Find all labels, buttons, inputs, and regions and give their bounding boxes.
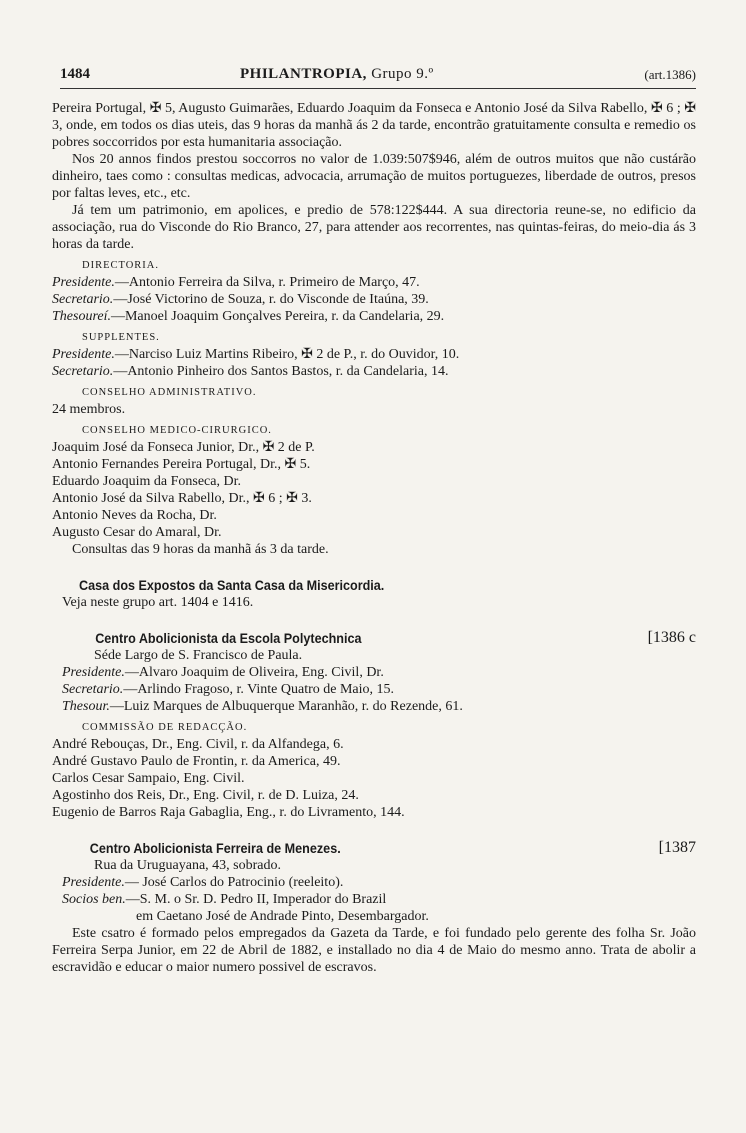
intro-paragraph: Já tem um patrimonio, em apolices, e predio de 578:122$444. A sua directoria reune-se, no edificio da associação, rua do Visconde do Rio Branco, 27, para attender aos recorrentes, nas quintas-feiras, do meio-dia ás 3 horas da tarde. [52, 203, 696, 252]
role-label: Thesour. [62, 699, 110, 714]
entry-title: Centro Abolicionista Ferreira de Menezes. [89, 840, 341, 856]
officer-continuation: em Caetano José de Andrade Pinto, Desembargador. [136, 909, 429, 924]
role-label: Secretario. [52, 364, 114, 379]
article-ref: (art.1386) [644, 67, 696, 82]
officer-line [52, 346, 696, 363]
group-text: Grupo 9.º [371, 66, 434, 82]
member-line: Joaquim José da Fonseca Junior, Dr., ✠ 2 de P. [52, 440, 315, 455]
member-line: André Gustavo Paulo de Frontin, r. da America, 49. [52, 754, 341, 769]
officer-text: —S. M. o Sr. D. Pedro II, Imperador do Brazil [125, 892, 387, 907]
intro-paragraph: Pereira Portugal, ✠ 5, Augusto Guimarães, Eduardo Joaquim da Fonseca e Antonio José da Silva Rabello, ✠ 6 ; ✠ 3, onde, em todos os dias uteis, das 9 horas da manhã ás 2 da tarde, encontrão gratuitamente consulta e remedio os pobres soccorridos por esta humanitaria associação. [52, 101, 696, 150]
role-label: Presidente. [52, 347, 115, 362]
officer-text: —Narciso Luiz Martins Ribeiro, ✠ 2 de P., r. do Ouvidor, 10. [114, 347, 460, 362]
role-label: Presidente. [62, 875, 125, 890]
page-body [52, 100, 696, 976]
officer-line [52, 891, 696, 908]
section-label: CONSELHO ADMINISTRATIVO. [82, 387, 257, 398]
member-line: Augusto Cesar do Amaral, Dr. [52, 525, 222, 540]
article-number: [1386 c [647, 629, 696, 646]
member-line: Eduardo Joaquim da Fonseca, Dr. [52, 474, 241, 489]
running-title [240, 66, 434, 83]
entry-title: Centro Abolicionista da Escola Polytechnica [95, 630, 362, 646]
page-number: 1484 [60, 66, 90, 82]
member-line: Antonio José da Silva Rabello, Dr., ✠ 6 ; ✠ 3. [52, 491, 312, 506]
role-label: Presidente. [62, 665, 125, 680]
role-label: Socios ben. [62, 892, 126, 907]
role-label: Thesoureí. [52, 309, 111, 324]
member-line: Carlos Cesar Sampaio, Eng. Civil. [52, 771, 245, 786]
section-label: CONSELHO MEDICO-CIRURGICO. [82, 425, 272, 436]
member-line: Eugenio de Barros Raja Gabaglia, Eng., r. do Livramento, 144. [52, 805, 405, 820]
officer-text: —Manoel Joaquim Gonçalves Pereira, r. da Candelaria, 29. [110, 309, 445, 324]
officer-line [52, 308, 696, 325]
entry-address: Rua da Uruguayana, 43, sobrado. [94, 858, 282, 873]
officer-text: —José Victorino de Souza, r. do Visconde de Itaúna, 39. [113, 292, 429, 307]
member-line: André Rebouças, Dr., Eng. Civil, r. da Alfandega, 6. [52, 737, 344, 752]
entry-centro-menezes [52, 839, 696, 976]
entry-address: Séde Largo de S. Francisco de Paula. [94, 648, 303, 663]
member-line: Agostinho dos Reis, Dr., Eng. Civil, r. de D. Luiza, 24. [52, 788, 359, 803]
officer-text: —Luiz Marques de Albuquerque Maranhão, r. do Rezende, 61. [109, 699, 463, 714]
officer-text: —Alvaro Joaquim de Oliveira, Eng. Civil, Dr. [124, 665, 384, 680]
officer-text: —Antonio Ferreira da Silva, r. Primeiro de Março, 47. [114, 275, 420, 290]
role-label: Secretario. [52, 292, 114, 307]
role-label: Presidente. [52, 275, 115, 290]
officer-line [52, 874, 696, 891]
page-header [60, 66, 696, 89]
section-label: SUPPLENTES. [82, 332, 160, 343]
cross-reference: Veja neste grupo art. 1404 e 1416. [62, 595, 254, 610]
entry-paragraph: Este csatro é formado pelos empregados da Gazeta da Tarde, e foi fundado pelo gerente des folha Sr. João Ferreira Serpa Junior, em 22 de Abril de 1882, e installado no dia 4 de Maio do mesmo anno. Trata de abolir a escravidão e educar o maior numero possivel de escravos. [52, 926, 696, 975]
officer-line [52, 698, 696, 715]
section-label: DIRECTORIA. [82, 260, 160, 271]
entry-centro-polytechnica [52, 629, 696, 821]
officer-line [52, 664, 696, 681]
officer-text: —Arlindo Fragoso, r. Vinte Quatro de Maio, 15. [123, 682, 395, 697]
officer-line [52, 681, 696, 698]
officer-line [52, 274, 696, 291]
member-line: Antonio Neves da Rocha, Dr. [52, 508, 217, 523]
members-count: 24 membros. [52, 402, 126, 417]
officer-line [52, 291, 696, 308]
officer-text: —Antonio Pinheiro dos Santos Bastos, r. da Candelaria, 14. [113, 364, 449, 379]
role-label: Secretario. [62, 682, 124, 697]
article-number: [1387 [658, 839, 696, 856]
officer-line [52, 363, 696, 380]
section-label: COMMISSÃO DE REDACÇÃO. [82, 722, 248, 733]
member-line: Antonio Fernandes Pereira Portugal, Dr., ✠ 5. [52, 457, 311, 472]
entry-title: Casa dos Expostos da Santa Casa da Misericordia. [79, 577, 385, 593]
intro-paragraph: Nos 20 annos findos prestou soccorros no valor de 1.039:507$946, além de outros muitos que não custárão dinheiro, taes como : consultas medicas, advocacia, arrumação de muitos portuguezes, liberdade de outros, presos por faltas leves, etc., etc. [52, 152, 696, 201]
title-text: PHILANTROPIA, [240, 66, 367, 82]
officer-text: — José Carlos do Patrocinio (reeleito). [124, 875, 344, 890]
consult-note: Consultas das 9 horas da manhã ás 3 da tarde. [72, 542, 329, 557]
